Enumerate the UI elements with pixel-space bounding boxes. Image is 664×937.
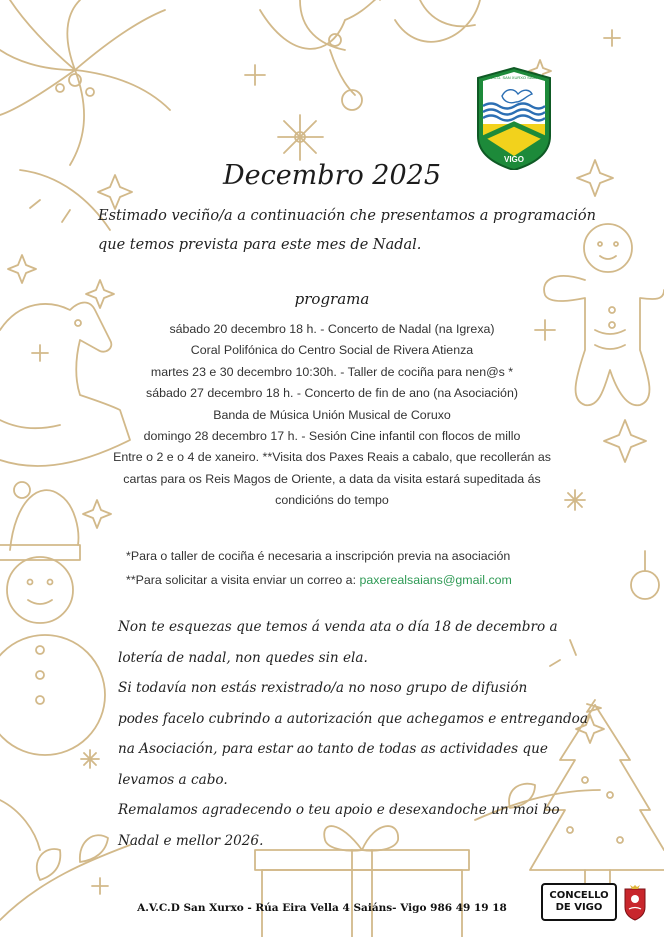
logo-arc-text: A.V.C.D. SAN XURXO SAIÁNS [486,75,542,80]
schedule-line: Entre o 2 e o 4 de xaneiro. **Visita dos Paxes Reais a cabalo, que recollerán as [113,450,551,465]
intro-line: Estimado veciño/a a continuación che presentamos a programación [98,208,596,224]
closing-line: Nadal e mellor 2026. [118,832,264,849]
closing-line: Remalamos agradecendo o teu apoio e desexandoche un moi bo [118,802,560,818]
intro-line: que temos prevista para este mes de Nadal. [98,237,422,253]
schedule-line: domingo 28 decembro 17 h. - Sesión Cine infantil con flocos de millo [143,429,521,444]
holly-icon [260,0,480,110]
schedule-line: Coral Polifónica do Centro Social de Rivera Atienza [190,343,474,358]
program-heading: programa [294,290,370,308]
schedule-line: martes 23 e 30 decembro 10:30h. - Taller de cociña para nen@s * [150,364,514,379]
closing-line: podes facelo cubrindo a autorización que achegamos e entregandoa [118,710,588,727]
visit-note-text: **Para solicitar a visita enviar un correo a: [126,573,360,587]
poinsettia-icon [0,0,170,230]
schedule-line: cartas para os Reis Magos de Oriente, a data da visita estará supeditada ás [123,471,541,486]
concello-line: CONCELLO [549,890,609,901]
snowflake-icon [278,115,323,160]
page-title: Decembro 2025 [222,160,442,191]
concello-de-vigo-logo [541,883,617,921]
association-logo [474,66,554,170]
schedule-line: Banda de Música Unión Musical de Coruxo [213,407,451,422]
schedule-line: sábado 20 decembro 18 h. - Concerto de Nadal (na Igrexa) [169,322,495,336]
snowman-icon [0,482,105,755]
schedule-line: condicións do tempo [275,493,389,508]
logo-city: VIGO [503,155,525,164]
intro-text [98,202,596,260]
closing-line: Si todavía non estás rexistrado/a no noso grupo de difusión [118,680,528,696]
program-schedule [90,319,574,512]
closing-line: lotería de nadal, non quedes sin ela. [118,649,368,666]
visit-note [126,573,512,587]
footer-address: A.V.C.D San Xurxo - Rúa Eira Vella 4 Saiáns- Vigo 986 49 19 18 [137,902,507,914]
workshop-note: *Para o taller de cociña é necesaria a inscripción previa na asociación [126,549,511,563]
closing-line: na Asociación, para estar ao tanto de todas as actividades que [118,741,548,757]
schedule-line: sábado 27 decembro 18 h. - Concerto de fin de ano (na Asociación) [146,386,518,401]
email-link[interactable]: paxerealsaians@gmail.com [359,573,512,587]
concello-line: DE VIGO [555,902,603,913]
closing-text [118,612,588,856]
closing-line: Non te esquezas que temos á venda ata o día 18 de decembro a [118,619,558,635]
ornament-icon [550,551,659,666]
closing-line: levamos a cabo. [118,771,228,788]
vigo-crest-icon [622,883,648,921]
